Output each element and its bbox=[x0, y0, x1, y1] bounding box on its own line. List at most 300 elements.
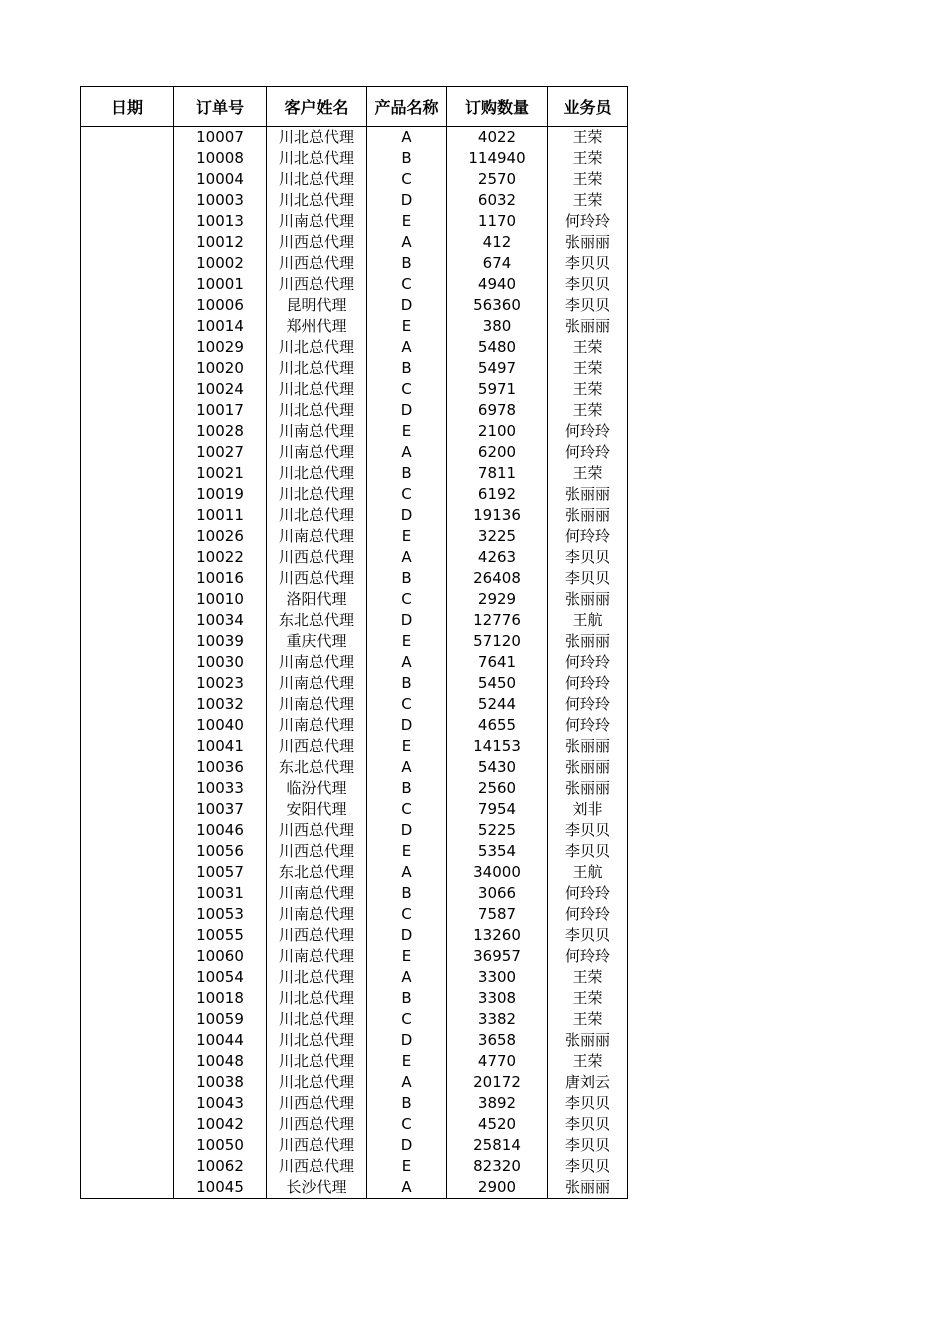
customer-name-cell[interactable]: 郑州代理 bbox=[267, 316, 367, 337]
salesperson-cell[interactable]: 张丽丽 bbox=[548, 736, 628, 757]
order-id-cell[interactable]: 10013 bbox=[174, 211, 267, 232]
order-id-cell[interactable]: 10032 bbox=[174, 694, 267, 715]
product-name-cell[interactable]: C bbox=[367, 589, 447, 610]
order-id-cell[interactable]: 10028 bbox=[174, 421, 267, 442]
salesperson-cell[interactable]: 张丽丽 bbox=[548, 757, 628, 778]
order-id-cell[interactable]: 10059 bbox=[174, 1009, 267, 1030]
header-customer-name[interactable]: 客户姓名 bbox=[267, 87, 367, 127]
date-cell[interactable] bbox=[81, 442, 174, 463]
date-cell[interactable] bbox=[81, 778, 174, 799]
product-name-cell[interactable]: A bbox=[367, 337, 447, 358]
salesperson-cell[interactable]: 何玲玲 bbox=[548, 442, 628, 463]
quantity-cell[interactable]: 5430 bbox=[447, 757, 548, 778]
customer-name-cell[interactable]: 川南总代理 bbox=[267, 715, 367, 736]
order-id-cell[interactable]: 10062 bbox=[174, 1156, 267, 1177]
quantity-cell[interactable]: 12776 bbox=[447, 610, 548, 631]
date-cell[interactable] bbox=[81, 568, 174, 589]
salesperson-cell[interactable]: 李贝贝 bbox=[548, 820, 628, 841]
order-id-cell[interactable]: 10040 bbox=[174, 715, 267, 736]
product-name-cell[interactable]: A bbox=[367, 862, 447, 883]
quantity-cell[interactable]: 5497 bbox=[447, 358, 548, 379]
salesperson-cell[interactable]: 张丽丽 bbox=[548, 1030, 628, 1051]
customer-name-cell[interactable]: 川西总代理 bbox=[267, 1156, 367, 1177]
product-name-cell[interactable]: D bbox=[367, 1030, 447, 1051]
header-order-id[interactable]: 订单号 bbox=[174, 87, 267, 127]
quantity-cell[interactable]: 2560 bbox=[447, 778, 548, 799]
salesperson-cell[interactable]: 张丽丽 bbox=[548, 589, 628, 610]
product-name-cell[interactable]: B bbox=[367, 358, 447, 379]
customer-name-cell[interactable]: 川北总代理 bbox=[267, 967, 367, 988]
date-cell[interactable] bbox=[81, 757, 174, 778]
date-cell[interactable] bbox=[81, 1030, 174, 1051]
salesperson-cell[interactable]: 何玲玲 bbox=[548, 652, 628, 673]
customer-name-cell[interactable]: 川西总代理 bbox=[267, 1093, 367, 1114]
product-name-cell[interactable]: B bbox=[367, 988, 447, 1009]
date-cell[interactable] bbox=[81, 988, 174, 1009]
product-name-cell[interactable]: C bbox=[367, 904, 447, 925]
product-name-cell[interactable]: C bbox=[367, 1009, 447, 1030]
product-name-cell[interactable]: A bbox=[367, 442, 447, 463]
salesperson-cell[interactable]: 何玲玲 bbox=[548, 421, 628, 442]
order-id-cell[interactable]: 10006 bbox=[174, 295, 267, 316]
salesperson-cell[interactable]: 何玲玲 bbox=[548, 883, 628, 904]
customer-name-cell[interactable]: 洛阳代理 bbox=[267, 589, 367, 610]
date-cell[interactable] bbox=[81, 904, 174, 925]
customer-name-cell[interactable]: 川西总代理 bbox=[267, 547, 367, 568]
date-cell[interactable] bbox=[81, 127, 174, 149]
quantity-cell[interactable]: 5971 bbox=[447, 379, 548, 400]
product-name-cell[interactable]: E bbox=[367, 421, 447, 442]
customer-name-cell[interactable]: 川西总代理 bbox=[267, 232, 367, 253]
product-name-cell[interactable]: D bbox=[367, 400, 447, 421]
quantity-cell[interactable]: 6200 bbox=[447, 442, 548, 463]
customer-name-cell[interactable]: 川南总代理 bbox=[267, 442, 367, 463]
customer-name-cell[interactable]: 川南总代理 bbox=[267, 673, 367, 694]
customer-name-cell[interactable]: 东北总代理 bbox=[267, 757, 367, 778]
salesperson-cell[interactable]: 何玲玲 bbox=[548, 211, 628, 232]
customer-name-cell[interactable]: 川北总代理 bbox=[267, 1030, 367, 1051]
date-cell[interactable] bbox=[81, 295, 174, 316]
product-name-cell[interactable]: E bbox=[367, 1156, 447, 1177]
order-id-cell[interactable]: 10008 bbox=[174, 148, 267, 169]
customer-name-cell[interactable]: 川北总代理 bbox=[267, 1072, 367, 1093]
order-id-cell[interactable]: 10011 bbox=[174, 505, 267, 526]
order-id-cell[interactable]: 10018 bbox=[174, 988, 267, 1009]
quantity-cell[interactable]: 3308 bbox=[447, 988, 548, 1009]
date-cell[interactable] bbox=[81, 736, 174, 757]
date-cell[interactable] bbox=[81, 1135, 174, 1156]
product-name-cell[interactable]: B bbox=[367, 568, 447, 589]
salesperson-cell[interactable]: 何玲玲 bbox=[548, 673, 628, 694]
date-cell[interactable] bbox=[81, 694, 174, 715]
order-id-cell[interactable]: 10026 bbox=[174, 526, 267, 547]
salesperson-cell[interactable]: 李贝贝 bbox=[548, 1114, 628, 1135]
product-name-cell[interactable]: E bbox=[367, 526, 447, 547]
salesperson-cell[interactable]: 王航 bbox=[548, 610, 628, 631]
salesperson-cell[interactable]: 王荣 bbox=[548, 148, 628, 169]
date-cell[interactable] bbox=[81, 925, 174, 946]
salesperson-cell[interactable]: 李贝贝 bbox=[548, 1093, 628, 1114]
salesperson-cell[interactable]: 王荣 bbox=[548, 400, 628, 421]
date-cell[interactable] bbox=[81, 337, 174, 358]
order-id-cell[interactable]: 10043 bbox=[174, 1093, 267, 1114]
order-id-cell[interactable]: 10007 bbox=[174, 127, 267, 149]
quantity-cell[interactable]: 34000 bbox=[447, 862, 548, 883]
order-id-cell[interactable]: 10054 bbox=[174, 967, 267, 988]
customer-name-cell[interactable]: 川北总代理 bbox=[267, 463, 367, 484]
quantity-cell[interactable]: 1170 bbox=[447, 211, 548, 232]
customer-name-cell[interactable]: 川南总代理 bbox=[267, 211, 367, 232]
date-cell[interactable] bbox=[81, 148, 174, 169]
date-cell[interactable] bbox=[81, 169, 174, 190]
customer-name-cell[interactable]: 临汾代理 bbox=[267, 778, 367, 799]
quantity-cell[interactable]: 4770 bbox=[447, 1051, 548, 1072]
quantity-cell[interactable]: 2100 bbox=[447, 421, 548, 442]
salesperson-cell[interactable]: 李贝贝 bbox=[548, 253, 628, 274]
header-salesperson[interactable]: 业务员 bbox=[548, 87, 628, 127]
customer-name-cell[interactable]: 川南总代理 bbox=[267, 652, 367, 673]
header-product-name[interactable]: 产品名称 bbox=[367, 87, 447, 127]
order-id-cell[interactable]: 10034 bbox=[174, 610, 267, 631]
customer-name-cell[interactable]: 川南总代理 bbox=[267, 421, 367, 442]
product-name-cell[interactable]: C bbox=[367, 379, 447, 400]
product-name-cell[interactable]: E bbox=[367, 631, 447, 652]
date-cell[interactable] bbox=[81, 211, 174, 232]
quantity-cell[interactable]: 4022 bbox=[447, 127, 548, 149]
quantity-cell[interactable]: 3382 bbox=[447, 1009, 548, 1030]
date-cell[interactable] bbox=[81, 505, 174, 526]
date-cell[interactable] bbox=[81, 190, 174, 211]
product-name-cell[interactable]: C bbox=[367, 1114, 447, 1135]
header-order-quantity[interactable]: 订购数量 bbox=[447, 87, 548, 127]
quantity-cell[interactable]: 6192 bbox=[447, 484, 548, 505]
salesperson-cell[interactable]: 王荣 bbox=[548, 190, 628, 211]
date-cell[interactable] bbox=[81, 610, 174, 631]
order-id-cell[interactable]: 10053 bbox=[174, 904, 267, 925]
salesperson-cell[interactable]: 王荣 bbox=[548, 463, 628, 484]
quantity-cell[interactable]: 412 bbox=[447, 232, 548, 253]
order-id-cell[interactable]: 10039 bbox=[174, 631, 267, 652]
product-name-cell[interactable]: D bbox=[367, 295, 447, 316]
date-cell[interactable] bbox=[81, 1093, 174, 1114]
product-name-cell[interactable]: E bbox=[367, 946, 447, 967]
customer-name-cell[interactable]: 川西总代理 bbox=[267, 1135, 367, 1156]
salesperson-cell[interactable]: 李贝贝 bbox=[548, 1135, 628, 1156]
customer-name-cell[interactable]: 川西总代理 bbox=[267, 274, 367, 295]
order-id-cell[interactable]: 10019 bbox=[174, 484, 267, 505]
salesperson-cell[interactable]: 张丽丽 bbox=[548, 1177, 628, 1199]
quantity-cell[interactable]: 3300 bbox=[447, 967, 548, 988]
salesperson-cell[interactable]: 张丽丽 bbox=[548, 778, 628, 799]
order-id-cell[interactable]: 10021 bbox=[174, 463, 267, 484]
date-cell[interactable] bbox=[81, 862, 174, 883]
order-id-cell[interactable]: 10014 bbox=[174, 316, 267, 337]
product-name-cell[interactable]: A bbox=[367, 757, 447, 778]
order-id-cell[interactable]: 10030 bbox=[174, 652, 267, 673]
quantity-cell[interactable]: 7954 bbox=[447, 799, 548, 820]
quantity-cell[interactable]: 5225 bbox=[447, 820, 548, 841]
customer-name-cell[interactable]: 昆明代理 bbox=[267, 295, 367, 316]
order-id-cell[interactable]: 10057 bbox=[174, 862, 267, 883]
customer-name-cell[interactable]: 川北总代理 bbox=[267, 400, 367, 421]
quantity-cell[interactable]: 114940 bbox=[447, 148, 548, 169]
date-cell[interactable] bbox=[81, 484, 174, 505]
order-id-cell[interactable]: 10046 bbox=[174, 820, 267, 841]
order-id-cell[interactable]: 10004 bbox=[174, 169, 267, 190]
customer-name-cell[interactable]: 东北总代理 bbox=[267, 862, 367, 883]
customer-name-cell[interactable]: 重庆代理 bbox=[267, 631, 367, 652]
product-name-cell[interactable]: B bbox=[367, 463, 447, 484]
date-cell[interactable] bbox=[81, 631, 174, 652]
order-id-cell[interactable]: 10012 bbox=[174, 232, 267, 253]
customer-name-cell[interactable]: 川北总代理 bbox=[267, 1051, 367, 1072]
product-name-cell[interactable]: A bbox=[367, 1072, 447, 1093]
order-id-cell[interactable]: 10055 bbox=[174, 925, 267, 946]
salesperson-cell[interactable]: 张丽丽 bbox=[548, 484, 628, 505]
date-cell[interactable] bbox=[81, 316, 174, 337]
customer-name-cell[interactable]: 川南总代理 bbox=[267, 526, 367, 547]
date-cell[interactable] bbox=[81, 274, 174, 295]
customer-name-cell[interactable]: 川南总代理 bbox=[267, 694, 367, 715]
date-cell[interactable] bbox=[81, 463, 174, 484]
salesperson-cell[interactable]: 李贝贝 bbox=[548, 841, 628, 862]
quantity-cell[interactable]: 3892 bbox=[447, 1093, 548, 1114]
product-name-cell[interactable]: D bbox=[367, 715, 447, 736]
order-id-cell[interactable]: 10036 bbox=[174, 757, 267, 778]
order-id-cell[interactable]: 10002 bbox=[174, 253, 267, 274]
order-id-cell[interactable]: 10042 bbox=[174, 1114, 267, 1135]
salesperson-cell[interactable]: 李贝贝 bbox=[548, 568, 628, 589]
customer-name-cell[interactable]: 川南总代理 bbox=[267, 883, 367, 904]
product-name-cell[interactable]: C bbox=[367, 799, 447, 820]
salesperson-cell[interactable]: 张丽丽 bbox=[548, 631, 628, 652]
date-cell[interactable] bbox=[81, 673, 174, 694]
quantity-cell[interactable]: 4520 bbox=[447, 1114, 548, 1135]
quantity-cell[interactable]: 3658 bbox=[447, 1030, 548, 1051]
quantity-cell[interactable]: 82320 bbox=[447, 1156, 548, 1177]
order-id-cell[interactable]: 10050 bbox=[174, 1135, 267, 1156]
customer-name-cell[interactable]: 川南总代理 bbox=[267, 946, 367, 967]
salesperson-cell[interactable]: 刘非 bbox=[548, 799, 628, 820]
salesperson-cell[interactable]: 王荣 bbox=[548, 127, 628, 149]
product-name-cell[interactable]: A bbox=[367, 232, 447, 253]
salesperson-cell[interactable]: 李贝贝 bbox=[548, 1156, 628, 1177]
salesperson-cell[interactable]: 王荣 bbox=[548, 337, 628, 358]
quantity-cell[interactable]: 674 bbox=[447, 253, 548, 274]
product-name-cell[interactable]: D bbox=[367, 610, 447, 631]
quantity-cell[interactable]: 14153 bbox=[447, 736, 548, 757]
product-name-cell[interactable]: D bbox=[367, 190, 447, 211]
product-name-cell[interactable]: E bbox=[367, 736, 447, 757]
quantity-cell[interactable]: 5354 bbox=[447, 841, 548, 862]
customer-name-cell[interactable]: 川西总代理 bbox=[267, 841, 367, 862]
order-id-cell[interactable]: 10029 bbox=[174, 337, 267, 358]
customer-name-cell[interactable]: 川西总代理 bbox=[267, 736, 367, 757]
order-id-cell[interactable]: 10038 bbox=[174, 1072, 267, 1093]
product-name-cell[interactable]: E bbox=[367, 841, 447, 862]
customer-name-cell[interactable]: 川北总代理 bbox=[267, 358, 367, 379]
salesperson-cell[interactable]: 王荣 bbox=[548, 988, 628, 1009]
customer-name-cell[interactable]: 川西总代理 bbox=[267, 253, 367, 274]
date-cell[interactable] bbox=[81, 1114, 174, 1135]
product-name-cell[interactable]: D bbox=[367, 1135, 447, 1156]
quantity-cell[interactable]: 5244 bbox=[447, 694, 548, 715]
salesperson-cell[interactable]: 唐刘云 bbox=[548, 1072, 628, 1093]
salesperson-cell[interactable]: 王荣 bbox=[548, 169, 628, 190]
salesperson-cell[interactable]: 王荣 bbox=[548, 967, 628, 988]
product-name-cell[interactable]: B bbox=[367, 673, 447, 694]
customer-name-cell[interactable]: 川西总代理 bbox=[267, 925, 367, 946]
quantity-cell[interactable]: 13260 bbox=[447, 925, 548, 946]
order-id-cell[interactable]: 10020 bbox=[174, 358, 267, 379]
product-name-cell[interactable]: D bbox=[367, 505, 447, 526]
product-name-cell[interactable]: C bbox=[367, 694, 447, 715]
quantity-cell[interactable]: 2570 bbox=[447, 169, 548, 190]
date-cell[interactable] bbox=[81, 967, 174, 988]
date-cell[interactable] bbox=[81, 946, 174, 967]
salesperson-cell[interactable]: 张丽丽 bbox=[548, 316, 628, 337]
customer-name-cell[interactable]: 川西总代理 bbox=[267, 1114, 367, 1135]
customer-name-cell[interactable]: 川西总代理 bbox=[267, 820, 367, 841]
date-cell[interactable] bbox=[81, 883, 174, 904]
quantity-cell[interactable]: 4940 bbox=[447, 274, 548, 295]
quantity-cell[interactable]: 3225 bbox=[447, 526, 548, 547]
salesperson-cell[interactable]: 王荣 bbox=[548, 358, 628, 379]
salesperson-cell[interactable]: 张丽丽 bbox=[548, 232, 628, 253]
customer-name-cell[interactable]: 川南总代理 bbox=[267, 904, 367, 925]
date-cell[interactable] bbox=[81, 379, 174, 400]
salesperson-cell[interactable]: 何玲玲 bbox=[548, 715, 628, 736]
product-name-cell[interactable]: B bbox=[367, 1093, 447, 1114]
quantity-cell[interactable]: 57120 bbox=[447, 631, 548, 652]
date-cell[interactable] bbox=[81, 820, 174, 841]
date-cell[interactable] bbox=[81, 1177, 174, 1199]
date-cell[interactable] bbox=[81, 400, 174, 421]
product-name-cell[interactable]: A bbox=[367, 127, 447, 149]
order-id-cell[interactable]: 10048 bbox=[174, 1051, 267, 1072]
order-id-cell[interactable]: 10060 bbox=[174, 946, 267, 967]
quantity-cell[interactable]: 380 bbox=[447, 316, 548, 337]
salesperson-cell[interactable]: 王航 bbox=[548, 862, 628, 883]
quantity-cell[interactable]: 26408 bbox=[447, 568, 548, 589]
product-name-cell[interactable]: E bbox=[367, 211, 447, 232]
salesperson-cell[interactable]: 王荣 bbox=[548, 1051, 628, 1072]
customer-name-cell[interactable]: 川北总代理 bbox=[267, 337, 367, 358]
quantity-cell[interactable]: 4655 bbox=[447, 715, 548, 736]
order-id-cell[interactable]: 10017 bbox=[174, 400, 267, 421]
product-name-cell[interactable]: B bbox=[367, 148, 447, 169]
order-id-cell[interactable]: 10027 bbox=[174, 442, 267, 463]
date-cell[interactable] bbox=[81, 1051, 174, 1072]
product-name-cell[interactable]: E bbox=[367, 316, 447, 337]
customer-name-cell[interactable]: 长沙代理 bbox=[267, 1177, 367, 1199]
salesperson-cell[interactable]: 李贝贝 bbox=[548, 295, 628, 316]
quantity-cell[interactable]: 2929 bbox=[447, 589, 548, 610]
quantity-cell[interactable]: 4263 bbox=[447, 547, 548, 568]
quantity-cell[interactable]: 3066 bbox=[447, 883, 548, 904]
order-id-cell[interactable]: 10037 bbox=[174, 799, 267, 820]
date-cell[interactable] bbox=[81, 715, 174, 736]
date-cell[interactable] bbox=[81, 589, 174, 610]
customer-name-cell[interactable]: 川北总代理 bbox=[267, 988, 367, 1009]
customer-name-cell[interactable]: 川北总代理 bbox=[267, 127, 367, 149]
quantity-cell[interactable]: 56360 bbox=[447, 295, 548, 316]
product-name-cell[interactable]: C bbox=[367, 169, 447, 190]
date-cell[interactable] bbox=[81, 1072, 174, 1093]
salesperson-cell[interactable]: 何玲玲 bbox=[548, 526, 628, 547]
quantity-cell[interactable]: 36957 bbox=[447, 946, 548, 967]
customer-name-cell[interactable]: 川北总代理 bbox=[267, 169, 367, 190]
product-name-cell[interactable]: D bbox=[367, 820, 447, 841]
quantity-cell[interactable]: 20172 bbox=[447, 1072, 548, 1093]
order-id-cell[interactable]: 10022 bbox=[174, 547, 267, 568]
salesperson-cell[interactable]: 李贝贝 bbox=[548, 274, 628, 295]
product-name-cell[interactable]: B bbox=[367, 883, 447, 904]
quantity-cell[interactable]: 7811 bbox=[447, 463, 548, 484]
order-id-cell[interactable]: 10001 bbox=[174, 274, 267, 295]
date-cell[interactable] bbox=[81, 841, 174, 862]
order-id-cell[interactable]: 10003 bbox=[174, 190, 267, 211]
customer-name-cell[interactable]: 川北总代理 bbox=[267, 190, 367, 211]
quantity-cell[interactable]: 6032 bbox=[447, 190, 548, 211]
product-name-cell[interactable]: B bbox=[367, 253, 447, 274]
salesperson-cell[interactable]: 李贝贝 bbox=[548, 925, 628, 946]
date-cell[interactable] bbox=[81, 253, 174, 274]
date-cell[interactable] bbox=[81, 652, 174, 673]
product-name-cell[interactable]: A bbox=[367, 967, 447, 988]
order-id-cell[interactable]: 10016 bbox=[174, 568, 267, 589]
salesperson-cell[interactable]: 何玲玲 bbox=[548, 904, 628, 925]
customer-name-cell[interactable]: 川西总代理 bbox=[267, 568, 367, 589]
customer-name-cell[interactable]: 川北总代理 bbox=[267, 148, 367, 169]
order-id-cell[interactable]: 10044 bbox=[174, 1030, 267, 1051]
quantity-cell[interactable]: 5480 bbox=[447, 337, 548, 358]
customer-name-cell[interactable]: 川北总代理 bbox=[267, 505, 367, 526]
order-id-cell[interactable]: 10056 bbox=[174, 841, 267, 862]
date-cell[interactable] bbox=[81, 421, 174, 442]
product-name-cell[interactable]: C bbox=[367, 484, 447, 505]
product-name-cell[interactable]: D bbox=[367, 925, 447, 946]
product-name-cell[interactable]: C bbox=[367, 274, 447, 295]
quantity-cell[interactable]: 5450 bbox=[447, 673, 548, 694]
customer-name-cell[interactable]: 川北总代理 bbox=[267, 1009, 367, 1030]
quantity-cell[interactable]: 7641 bbox=[447, 652, 548, 673]
quantity-cell[interactable]: 6978 bbox=[447, 400, 548, 421]
order-id-cell[interactable]: 10031 bbox=[174, 883, 267, 904]
quantity-cell[interactable]: 19136 bbox=[447, 505, 548, 526]
customer-name-cell[interactable]: 川北总代理 bbox=[267, 379, 367, 400]
salesperson-cell[interactable]: 李贝贝 bbox=[548, 547, 628, 568]
date-cell[interactable] bbox=[81, 1156, 174, 1177]
date-cell[interactable] bbox=[81, 358, 174, 379]
customer-name-cell[interactable]: 安阳代理 bbox=[267, 799, 367, 820]
date-cell[interactable] bbox=[81, 232, 174, 253]
salesperson-cell[interactable]: 王荣 bbox=[548, 379, 628, 400]
date-cell[interactable] bbox=[81, 526, 174, 547]
order-id-cell[interactable]: 10045 bbox=[174, 1177, 267, 1199]
header-date[interactable]: 日期 bbox=[81, 87, 174, 127]
date-cell[interactable] bbox=[81, 799, 174, 820]
quantity-cell[interactable]: 2900 bbox=[447, 1177, 548, 1199]
product-name-cell[interactable]: E bbox=[367, 1051, 447, 1072]
order-id-cell[interactable]: 10041 bbox=[174, 736, 267, 757]
salesperson-cell[interactable]: 张丽丽 bbox=[548, 505, 628, 526]
customer-name-cell[interactable]: 东北总代理 bbox=[267, 610, 367, 631]
order-id-cell[interactable]: 10024 bbox=[174, 379, 267, 400]
product-name-cell[interactable]: A bbox=[367, 1177, 447, 1199]
product-name-cell[interactable]: A bbox=[367, 547, 447, 568]
order-id-cell[interactable]: 10023 bbox=[174, 673, 267, 694]
